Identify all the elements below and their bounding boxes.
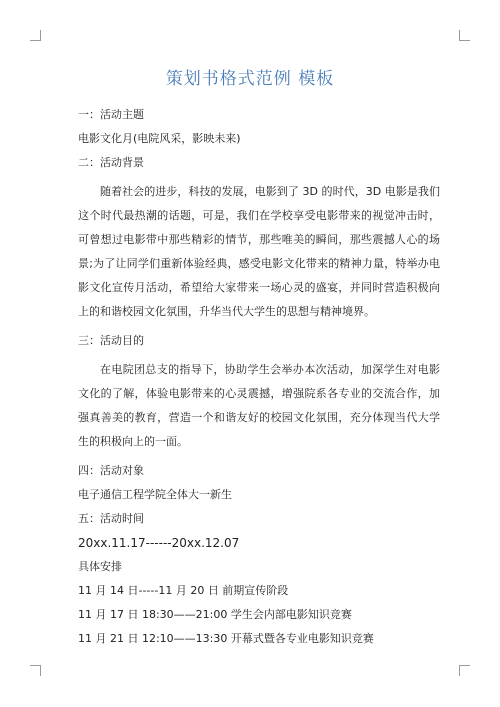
schedule-item: 11 月 14 日-----11 月 20 日 前期宣传阶段 (78, 584, 289, 597)
crop-mark-top-left (30, 30, 41, 41)
schedule-label: 具体安排 (78, 560, 122, 573)
schedule-item: 11 月 17 日 18:30——21:00 学生会内部电影知识竞赛 (78, 608, 352, 621)
section-heading-purpose: 三：活动目的 (78, 334, 144, 347)
section-heading-background: 二：活动背景 (78, 156, 144, 169)
schedule-item: 11 月 21 日 12:10——13:30 开幕式暨各专业电影知识竞赛 (78, 632, 374, 645)
section-text-audience: 电子通信工程学院全体大一新生 (78, 488, 232, 501)
section-text-theme: 电影文化月(电院风采，影映未来) (78, 132, 241, 145)
section-paragraph-background: 随着社会的进步，科技的发展，电影到了 3D 的时代，3D 电影是我们这个时代最热潮的话题，可是，我们在学校享受电影带来的视觉冲击时，可曾想过电影带中那些精彩的情节，那些唯美的瞬间，那些震撼人心的场景;为了让同学们重新体验经典，感受电影文化带来的精神力量，特举办电影文化宣传月活动，希望给大家带来一场心灵的盛宴，并同时营造积极向上的和谐校园文化氛围，升华当代大学生的思想与精神境界。 (78, 185, 440, 318)
crop-mark-top-right (459, 30, 470, 41)
section-text-time: 20xx.11.17------20xx.12.07 (78, 536, 240, 550)
crop-mark-bottom-right (459, 665, 470, 676)
document-body (78, 108, 440, 656)
section-heading-audience: 四：活动对象 (78, 464, 144, 477)
section-paragraph-purpose: 在电院团总支的指导下，协助学生会举办本次活动，加深学生对电影文化的了解，体验电影带来的心灵震撼，增强院系各专业的交流合作，加强真善美的教育，营造一个和谐友好的校园文化氛围，充分体现当代大学生的积极向上的一面。 (78, 363, 440, 448)
document-title: 策划书格式范例 模板 (165, 69, 335, 89)
section-heading-theme: 一：活动主题 (78, 108, 144, 121)
crop-mark-bottom-left (30, 665, 41, 676)
section-heading-time: 五：活动时间 (78, 512, 144, 525)
